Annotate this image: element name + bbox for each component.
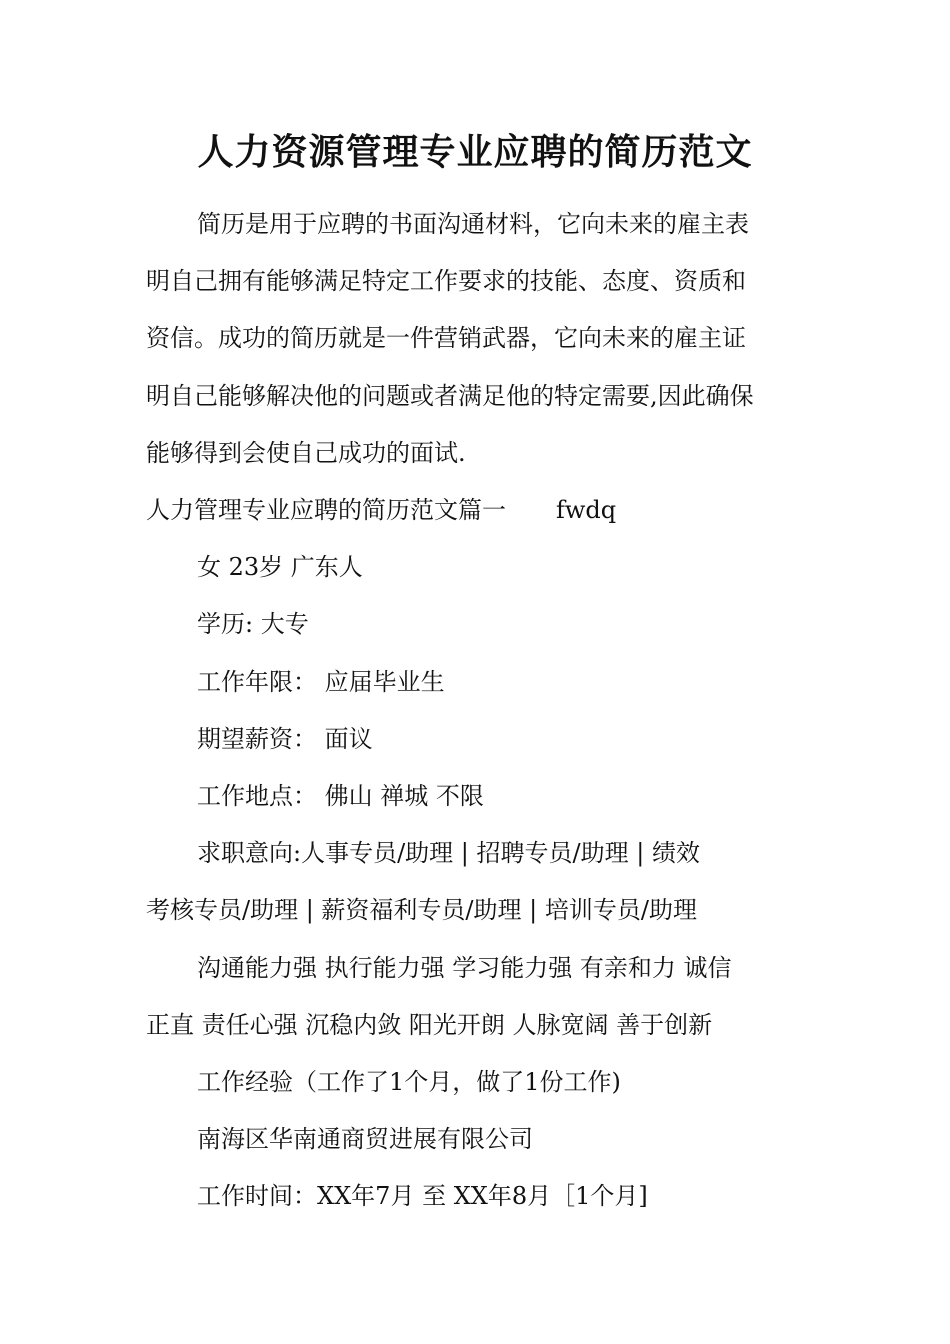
location-line: 工作地点： 佛山 禅城 不限 xyxy=(197,782,484,811)
traits-line-1: 沟通能力强 执行能力强 学习能力强 有亲和力 诚信 xyxy=(197,953,732,982)
experience-heading: 工作经验（工作了1个月，做了1份工作) xyxy=(197,1068,621,1097)
profile-line: 女 23岁 广东人 xyxy=(197,553,363,582)
intro-line-5: 能够得到会使自己成功的面试. xyxy=(146,438,466,467)
company-name: 南海区华南通商贸进展有限公司 xyxy=(197,1125,533,1154)
section-heading: 人力管理专业应聘的简历范文篇一 xyxy=(146,496,506,525)
education-line: 学历: 大专 xyxy=(197,610,309,639)
job-intent-line-2: 考核专员/助理 | 薪资福利专员/助理 | 培训专员/助理 xyxy=(146,896,697,925)
document-body xyxy=(146,196,810,1226)
section-tag: fwdq xyxy=(556,496,617,525)
document-title: 人力资源管理专业应聘的简历范文 xyxy=(197,131,753,173)
job-intent-line-1: 求职意向:人事专员/助理 | 招聘专员/助理 | 绩效 xyxy=(197,839,700,868)
traits-line-2: 正直 责任心强 沉稳内敛 阳光开朗 人脉宽阔 善于创新 xyxy=(146,1010,713,1039)
work-years-line: 工作年限： 应届毕业生 xyxy=(197,667,445,696)
intro-line-1: 简历是用于应聘的书面沟通材料，它向未来的雇主表 xyxy=(197,210,749,238)
intro-line-3: 资信。成功的简历就是一件营销武器，它向未来的雇主证 xyxy=(146,324,746,353)
salary-line: 期望薪资： 面议 xyxy=(197,724,373,753)
work-period: 工作时间：XX年7月 至 XX年8月［1个月] xyxy=(197,1182,648,1211)
intro-line-2: 明自己拥有能够满足特定工作要求的技能、态度、资质和 xyxy=(146,267,746,296)
section-heading-line xyxy=(146,482,810,539)
intro-line-4: 明自己能够解决他的问题或者满足他的特定需要,因此确保 xyxy=(146,381,754,410)
